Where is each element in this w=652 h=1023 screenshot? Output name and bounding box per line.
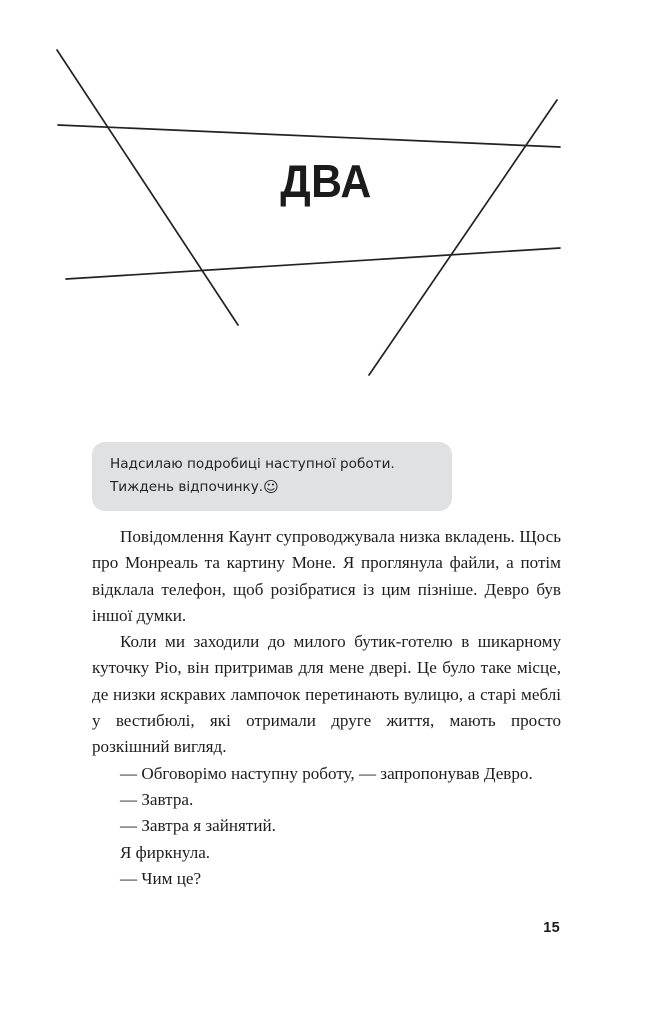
- page-number: 15: [543, 920, 560, 936]
- body-text: [92, 524, 561, 892]
- dialogue-line: — Чим це?: [120, 868, 202, 888]
- message-bubble-line-2-text: Тиждень відпочинку.: [110, 479, 264, 495]
- ornament-line-lower-horizontal: [66, 248, 560, 279]
- chapter-title: ДВА: [280, 155, 372, 207]
- message-bubble: [92, 442, 452, 511]
- smiling-face-icon: ☺: [263, 478, 279, 496]
- dialogue-line: — Завтра я зайнятий.: [120, 816, 276, 836]
- ornament-line-rising-diagonal: [369, 100, 557, 375]
- body-paragraph: Повідомлення Каунт супроводжувала низка вкладень. Щось про Монреаль та картину Моне. Я проглянула файли, а потім відклала телефон, щоб розібратися із цим пізніше. Девро був іншої думки.: [92, 527, 561, 625]
- message-bubble-line-1: Надсилаю подробиці наступної роботи.: [110, 456, 395, 472]
- dialogue-line: — Завтра.: [120, 789, 194, 809]
- ornament-line-upper-horizontal: [58, 125, 560, 147]
- dialogue-line: Я фиркнула.: [120, 842, 211, 862]
- dialogue-line: — Обговорімо наступну роботу, — запропонував Девро.: [120, 763, 533, 783]
- message-bubble-line-2: [110, 476, 434, 499]
- body-paragraph: Коли ми заходили до милого бутик-готелю в шикарному куточку Ріо, він притримав для мене двері. Це було таке місце, де низки яскравих лампочок перетинають вулицю, а старі меблі у вестибюлі, які отримали друге життя, мають просто розкішний вигляд.: [92, 632, 561, 757]
